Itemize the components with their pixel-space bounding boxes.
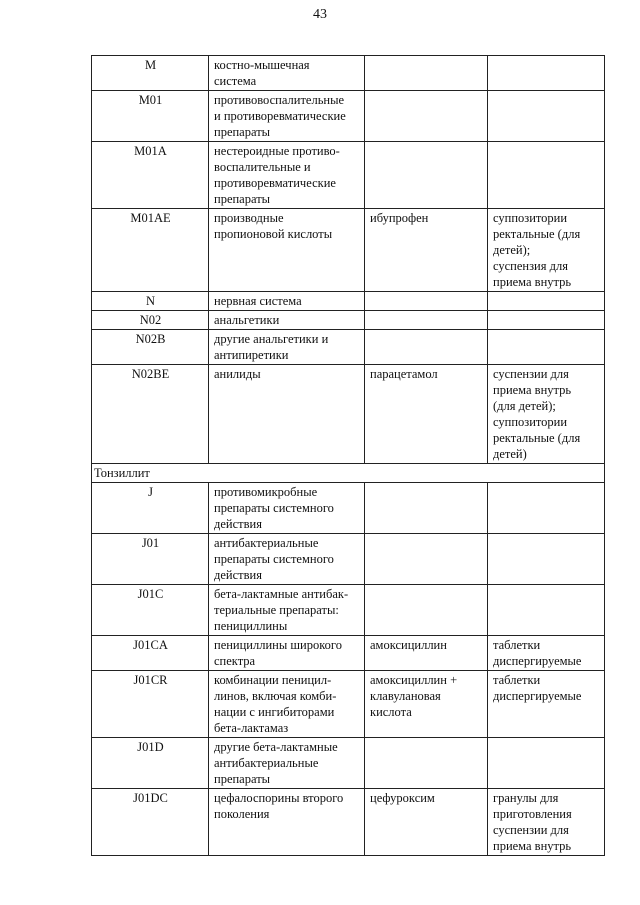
table-row [92,365,605,464]
active-substance-line: ибупрофен [370,211,429,225]
drug-table [91,55,605,856]
atc-group-name-line: препараты [214,125,271,139]
table-row [92,636,605,671]
table-row [92,292,605,311]
table-row [92,738,605,789]
dosage-form [488,292,605,311]
dosage-form [488,483,605,534]
page-number: 43 [313,7,327,22]
active-substance-line: цефуроксим [370,791,435,805]
active-substance-line: клавулановая [370,689,441,703]
atc-code: M01AE [92,209,209,292]
active-substance [365,483,488,534]
active-substance [365,671,488,738]
active-substance [365,365,488,464]
dosage-form [488,56,605,91]
active-substance [365,142,488,209]
atc-code: N02B [92,330,209,365]
atc-group-name-line: нации с ингибиторами [214,705,335,719]
atc-code: J [92,483,209,534]
atc-group-name-line: препараты [214,772,271,786]
atc-code: J01C [92,585,209,636]
atc-group-name-line: антипиретики [214,348,289,362]
atc-group-name [209,534,365,585]
dosage-form-line: диспергируемые [493,689,582,703]
atc-group-name-line: препараты системного [214,501,334,515]
atc-code: J01D [92,738,209,789]
active-substance-line: парацетамол [370,367,438,381]
atc-group-name [209,585,365,636]
active-substance [365,209,488,292]
atc-group-name-line: нервная система [214,294,302,308]
atc-code: J01 [92,534,209,585]
dosage-form-line: детей); [493,243,531,257]
active-substance [365,292,488,311]
atc-group-name [209,789,365,856]
atc-group-name [209,330,365,365]
atc-group-name-line: антибактериальные [214,756,319,770]
section-title: Тонзиллит [92,464,605,483]
atc-group-name-line: бета-лактамаз [214,721,289,735]
dosage-form-line: суспензии для [493,823,569,837]
table-row [92,142,605,209]
atc-group-name-line: другие бета-лактамные [214,740,338,754]
atc-group-name-line: нестероидные противо- [214,144,340,158]
atc-group-name-line: другие анальгетики и [214,332,329,346]
atc-group-name-line: и противоревматические [214,109,346,123]
dosage-form [488,789,605,856]
atc-group-name-line: противоревматические [214,176,336,190]
dosage-form [488,311,605,330]
dosage-form [488,534,605,585]
dosage-form [488,91,605,142]
active-substance-line: амоксициллин + [370,673,458,687]
atc-group-name-line: антибактериальные [214,536,319,550]
atc-code: M01A [92,142,209,209]
dosage-form-line: приема внутрь [493,275,572,289]
atc-group-name-line: противомикробные [214,485,318,499]
table-row [92,534,605,585]
atc-group-name [209,292,365,311]
atc-group-name-line: пенициллины [214,619,288,633]
atc-group-name-line: действия [214,568,262,582]
atc-group-name-line: система [214,74,257,88]
atc-group-name [209,91,365,142]
atc-code: M [92,56,209,91]
atc-code: N02BE [92,365,209,464]
atc-code: M01 [92,91,209,142]
atc-group-name-line: препараты системного [214,552,334,566]
active-substance [365,330,488,365]
atc-group-name-line: поколения [214,807,270,821]
dosage-form [488,365,605,464]
dosage-form-line: ректальные (для [493,431,581,445]
dosage-form-line: гранулы для [493,791,559,805]
table-row [92,330,605,365]
active-substance-line: кислота [370,705,412,719]
atc-code: J01CA [92,636,209,671]
atc-group-name-line: териальные препараты: [214,603,339,617]
atc-group-name [209,56,365,91]
atc-group-name [209,311,365,330]
active-substance [365,56,488,91]
atc-group-name-line: спектра [214,654,256,668]
atc-code: J01DC [92,789,209,856]
section-row [92,464,605,483]
dosage-form [488,330,605,365]
atc-group-name-line: пенициллины широкого [214,638,342,652]
dosage-form [488,636,605,671]
active-substance [365,585,488,636]
table-row [92,311,605,330]
table-row [92,209,605,292]
atc-group-name [209,636,365,671]
active-substance [365,738,488,789]
atc-code: J01CR [92,671,209,738]
atc-group-name-line: анилиды [214,367,261,381]
table-body [92,56,605,856]
dosage-form-line: таблетки [493,638,541,652]
atc-group-name-line: костно-мышечная [214,58,310,72]
atc-group-name-line: противовоспалительные [214,93,345,107]
atc-code: N02 [92,311,209,330]
active-substance [365,636,488,671]
dosage-form-line: детей) [493,447,527,461]
atc-group-name [209,209,365,292]
atc-group-name-line: производные [214,211,284,225]
atc-group-name-line: комбинации пеницил- [214,673,332,687]
atc-group-name [209,483,365,534]
atc-group-name-line: линов, включая комби- [214,689,337,703]
dosage-form-line: (для детей); [493,399,556,413]
dosage-form [488,209,605,292]
table-row [92,585,605,636]
active-substance-line: амоксициллин [370,638,447,652]
active-substance [365,311,488,330]
atc-group-name-line: препараты [214,192,271,206]
atc-group-name [209,365,365,464]
table-row [92,789,605,856]
dosage-form [488,738,605,789]
dosage-form-line: суппозитории [493,415,568,429]
dosage-form-line: ректальные (для [493,227,581,241]
atc-group-name [209,142,365,209]
atc-group-name-line: действия [214,517,262,531]
dosage-form-line: приема внутрь [493,839,572,853]
active-substance [365,91,488,142]
dosage-form-line: приготовления [493,807,572,821]
dosage-form [488,585,605,636]
dosage-form [488,671,605,738]
atc-group-name [209,671,365,738]
table-row [92,671,605,738]
dosage-form-line: таблетки [493,673,541,687]
atc-group-name-line: анальгетики [214,313,280,327]
atc-group-name-line: цефалоспорины второго [214,791,344,805]
atc-group-name-line: бета-лактамные антибак- [214,587,349,601]
dosage-form-line: приема внутрь [493,383,572,397]
table-row [92,483,605,534]
dosage-form-line: суспензии для [493,367,569,381]
table-row [92,56,605,91]
dosage-form-line: суспензия для [493,259,568,273]
table-row [92,91,605,142]
atc-group-name-line: пропионовой кислоты [214,227,333,241]
dosage-form-line: суппозитории [493,211,568,225]
active-substance [365,534,488,585]
atc-group-name [209,738,365,789]
active-substance [365,789,488,856]
atc-code: N [92,292,209,311]
dosage-form [488,142,605,209]
dosage-form-line: диспергируемые [493,654,582,668]
atc-group-name-line: воспалительные и [214,160,311,174]
